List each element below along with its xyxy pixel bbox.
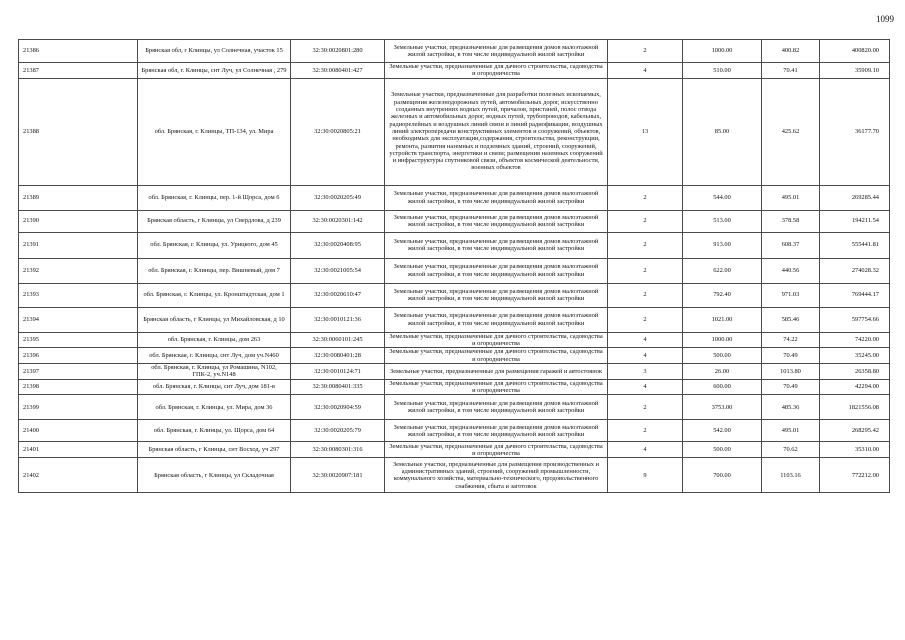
land-use-cell: Земельные участки, предназначенные для размещения домов малоэтажной жилой застройки, в том числе индивидуальной жилой застройки <box>385 40 608 63</box>
price-cell: 70.41 <box>762 63 820 79</box>
code-cell: 2 <box>608 232 683 258</box>
row-number: 21390 <box>19 210 138 232</box>
table-row <box>19 258 890 283</box>
cadastral-number-cell: 32:30:0010124:71 <box>291 364 385 380</box>
table-row <box>19 210 890 232</box>
address-cell: обл. Брянская, г. Клинцы, пер. Вишневый, дом 7 <box>138 258 291 283</box>
value-cell: 555441.81 <box>820 232 890 258</box>
address-cell: Брянская область, г Клинцы, ул Свердлова, д 239 <box>138 210 291 232</box>
address-cell: обл. Брянская, г. Клинцы, ТП-134, ул. Мира <box>138 78 291 185</box>
price-cell: 70.49 <box>762 348 820 364</box>
address-cell: Брянская обл, г. Клинцы, снт Луч, ул Солнечная , 279 <box>138 63 291 79</box>
land-use-cell: Земельные участки, предназначенные для размещения домов малоэтажной жилой застройки, в том числе индивидуальной жилой застройки <box>385 283 608 307</box>
land-use-cell: Земельные участки, предназначенные для размещения домов малоэтажной жилой застройки, в том числе индивидуальной жилой застройки <box>385 395 608 420</box>
area-cell: 792.40 <box>683 283 762 307</box>
cadastral-number-cell: 32:30:0020801:280 <box>291 40 385 63</box>
table-row <box>19 442 890 458</box>
land-use-cell: Земельные участки, предназначенные для дачного строительства, садоводства и огородничества <box>385 63 608 79</box>
price-cell: 74.22 <box>762 332 820 348</box>
address-cell: обл. Брянская, г. Клинцы, ул Ромашина, N102, ГПК-2, уч.N148 <box>138 364 291 380</box>
table-row <box>19 332 890 348</box>
cadastral-number-cell: 32:30:0020205:79 <box>291 420 385 442</box>
code-cell: 2 <box>608 420 683 442</box>
price-cell: 70.49 <box>762 379 820 395</box>
price-cell: 70.62 <box>762 442 820 458</box>
table-row <box>19 232 890 258</box>
area-cell: 26.00 <box>683 364 762 380</box>
code-cell: 4 <box>608 332 683 348</box>
area-cell: 542.00 <box>683 420 762 442</box>
row-number: 21400 <box>19 420 138 442</box>
cadastral-number-cell: 32:30:0080401:28 <box>291 348 385 364</box>
land-plots-table <box>18 39 890 493</box>
value-cell: 36177.70 <box>820 78 890 185</box>
code-cell: 9 <box>608 458 683 493</box>
address-cell: обл. Брянская, г. Клинцы, ул. Мира, дом 36 <box>138 395 291 420</box>
area-cell: 85.00 <box>683 78 762 185</box>
area-cell: 3753.00 <box>683 395 762 420</box>
land-use-cell: Земельные участки, предназначенные для дачного строительства, садоводства и огородничества <box>385 348 608 364</box>
value-cell: 269285.44 <box>820 185 890 210</box>
value-cell: 35909.10 <box>820 63 890 79</box>
land-use-cell: Земельные участки, предназначенные для размещения домов малоэтажной жилой застройки, в том числе индивидуальной жилой застройки <box>385 232 608 258</box>
price-cell: 425.62 <box>762 78 820 185</box>
address-cell: обл. Брянская, г. Клинцы, снт Луч, дом 181-в <box>138 379 291 395</box>
address-cell: Брянская обл, г Клинцы, ул Солнечная, участок 15 <box>138 40 291 63</box>
cadastral-number-cell: 32:30:0080401:427 <box>291 63 385 79</box>
area-cell: 1000.00 <box>683 40 762 63</box>
cadastral-number-cell: 32:30:0020904:59 <box>291 395 385 420</box>
code-cell: 4 <box>608 379 683 395</box>
value-cell: 26358.80 <box>820 364 890 380</box>
table-row <box>19 307 890 332</box>
area-cell: 1021.00 <box>683 307 762 332</box>
price-cell: 608.37 <box>762 232 820 258</box>
area-cell: 544.00 <box>683 185 762 210</box>
table-row <box>19 395 890 420</box>
land-use-cell: Земельные участки, предназначенные для размещения домов малоэтажной жилой застройки, в том числе индивидуальной жилой застройки <box>385 420 608 442</box>
table-body <box>19 40 890 493</box>
cadastral-number-cell: 32:30:0020805:21 <box>291 78 385 185</box>
value-cell: 194211.54 <box>820 210 890 232</box>
table-row <box>19 78 890 185</box>
row-number: 21401 <box>19 442 138 458</box>
code-cell: 2 <box>608 210 683 232</box>
code-cell: 2 <box>608 283 683 307</box>
land-use-cell: Земельные участки, предназначенные для размещения производственных и административных зданий, строений, сооружений промышленности, коммунального хозяйства, материально-технического, продовольственного снабжения, сбыта и заготовок <box>385 458 608 493</box>
value-cell: 772212.00 <box>820 458 890 493</box>
address-cell: обл. Брянская, г. Клинцы, ул. Урицкого, дом 45 <box>138 232 291 258</box>
code-cell: 4 <box>608 348 683 364</box>
value-cell: 597754.66 <box>820 307 890 332</box>
price-cell: 485.36 <box>762 395 820 420</box>
address-cell: обл. Брянская, г. Клинцы, пер. 1-й Щорса, дом 6 <box>138 185 291 210</box>
land-use-cell: Земельные участки, предназначенные для дачного строительства, садоводства и огородничества <box>385 442 608 458</box>
price-cell: 378.58 <box>762 210 820 232</box>
area-cell: 500.00 <box>683 348 762 364</box>
cadastral-number-cell: 32:30:0010121:36 <box>291 307 385 332</box>
cadastral-number-cell: 32:30:0020610:47 <box>291 283 385 307</box>
price-cell: 400.82 <box>762 40 820 63</box>
value-cell: 268295.42 <box>820 420 890 442</box>
land-use-cell: Земельные участки, предназначенные для размещения гаражей и автостоянок <box>385 364 608 380</box>
table-row <box>19 63 890 79</box>
row-number: 21395 <box>19 332 138 348</box>
row-number: 21396 <box>19 348 138 364</box>
value-cell: 400820.00 <box>820 40 890 63</box>
cadastral-number-cell: 32:30:0020907:181 <box>291 458 385 493</box>
price-cell: 440.56 <box>762 258 820 283</box>
address-cell: Брянская область, г Клинцы, ул Михайловская, д 10 <box>138 307 291 332</box>
row-number: 21399 <box>19 395 138 420</box>
table-row <box>19 348 890 364</box>
table-row <box>19 40 890 63</box>
row-number: 21388 <box>19 78 138 185</box>
table-row <box>19 364 890 380</box>
page-number: 1099 <box>876 14 894 24</box>
price-cell: 495.01 <box>762 420 820 442</box>
row-number: 21387 <box>19 63 138 79</box>
code-cell: 13 <box>608 78 683 185</box>
land-use-cell: Земельные участки, предназначенные для размещения домов малоэтажной жилой застройки, в том числе индивидуальной жилой застройки <box>385 307 608 332</box>
cadastral-number-cell: 32:30:0020408:95 <box>291 232 385 258</box>
price-cell: 1103.16 <box>762 458 820 493</box>
code-cell: 4 <box>608 442 683 458</box>
address-cell: Брянская область, г Клинцы, ул Складочная <box>138 458 291 493</box>
cadastral-number-cell: 32:30:0020301:142 <box>291 210 385 232</box>
table-row <box>19 458 890 493</box>
price-cell: 971.03 <box>762 283 820 307</box>
address-cell: обл. Брянская, г. Клинцы, снт Луч, дом уч.N460 <box>138 348 291 364</box>
area-cell: 600.00 <box>683 379 762 395</box>
row-number: 21394 <box>19 307 138 332</box>
land-use-cell: Земельные участки, предназначенные для дачного строительства, садоводства и огородничества <box>385 332 608 348</box>
area-cell: 1000.00 <box>683 332 762 348</box>
price-cell: 495.01 <box>762 185 820 210</box>
land-use-cell: Земельные участки, предназначенные для размещения домов малоэтажной жилой застройки, в том числе индивидуальной жилой застройки <box>385 185 608 210</box>
row-number: 21402 <box>19 458 138 493</box>
cadastral-number-cell: 32:30:0021005:54 <box>291 258 385 283</box>
cadastral-number-cell: 32:30:0080301:316 <box>291 442 385 458</box>
area-cell: 510.00 <box>683 63 762 79</box>
row-number: 21386 <box>19 40 138 63</box>
table-row <box>19 379 890 395</box>
row-number: 21392 <box>19 258 138 283</box>
value-cell: 35310.00 <box>820 442 890 458</box>
land-use-cell: Земельные участки, предназначенные для размещения домов малоэтажной жилой застройки, в том числе индивидуальной жилой застройки <box>385 258 608 283</box>
price-cell: 1013.80 <box>762 364 820 380</box>
address-cell: Брянская область, г Клинцы, снт Восход, уч 297 <box>138 442 291 458</box>
code-cell: 2 <box>608 307 683 332</box>
code-cell: 3 <box>608 364 683 380</box>
value-cell: 769444.17 <box>820 283 890 307</box>
code-cell: 2 <box>608 258 683 283</box>
cadastral-number-cell: 32:30:0020205:49 <box>291 185 385 210</box>
price-cell: 585.46 <box>762 307 820 332</box>
cadastral-number-cell: 32:30:0080401:335 <box>291 379 385 395</box>
row-number: 21397 <box>19 364 138 380</box>
area-cell: 513.00 <box>683 210 762 232</box>
value-cell: 74220.00 <box>820 332 890 348</box>
address-cell: обл. Брянская, г. Клинцы, ул. Кронштадтская, дом 1 <box>138 283 291 307</box>
code-cell: 2 <box>608 185 683 210</box>
address-cell: обл. Брянская, г. Клинцы, дом 263 <box>138 332 291 348</box>
area-cell: 913.00 <box>683 232 762 258</box>
value-cell: 274028.32 <box>820 258 890 283</box>
table-row <box>19 185 890 210</box>
code-cell: 2 <box>608 40 683 63</box>
area-cell: 500.00 <box>683 442 762 458</box>
land-use-cell: Земельные участки, предназначенные для размещения домов малоэтажной жилой застройки, в том числе индивидуальной жилой застройки <box>385 210 608 232</box>
value-cell: 42294.00 <box>820 379 890 395</box>
row-number: 21389 <box>19 185 138 210</box>
row-number: 21398 <box>19 379 138 395</box>
land-use-cell: Земельные участки, предназначенные для разработки полезных ископаемых, размещения железнодорожных путей, автомобильных дорог, искусственно созданных внутренних водных путей, причалов, пристаней, полос отвода железных и автомобильных дорог, водных путей, трубопроводов, кабельных, радиорелейных и воздушных линий связи и линий радиофикации, воздушных линий электропередачи конструктивных элементов и сооружений, объектов, необходимых для эксплуатации,содержания, строительства, реконструкции, ремонта, развития наземных и подземных зданий, строений, сооружений, устройств транспорта, энергетики и связи; размещения наземных сооружений и инфраструктуры спутниковой связи, объектов космической деятельности, военных объектов <box>385 78 608 185</box>
table-row <box>19 420 890 442</box>
land-use-cell: Земельные участки, предназначенные для дачного строительства, садоводства и огородничества <box>385 379 608 395</box>
value-cell: 35245.00 <box>820 348 890 364</box>
value-cell: 1821556.08 <box>820 395 890 420</box>
area-cell: 622.00 <box>683 258 762 283</box>
row-number: 21391 <box>19 232 138 258</box>
address-cell: обл. Брянская, г. Клинцы, ул. Щорса, дом 64 <box>138 420 291 442</box>
code-cell: 2 <box>608 395 683 420</box>
cadastral-number-cell: 32:30:0060101:245 <box>291 332 385 348</box>
area-cell: 700.00 <box>683 458 762 493</box>
code-cell: 4 <box>608 63 683 79</box>
table-row <box>19 283 890 307</box>
row-number: 21393 <box>19 283 138 307</box>
